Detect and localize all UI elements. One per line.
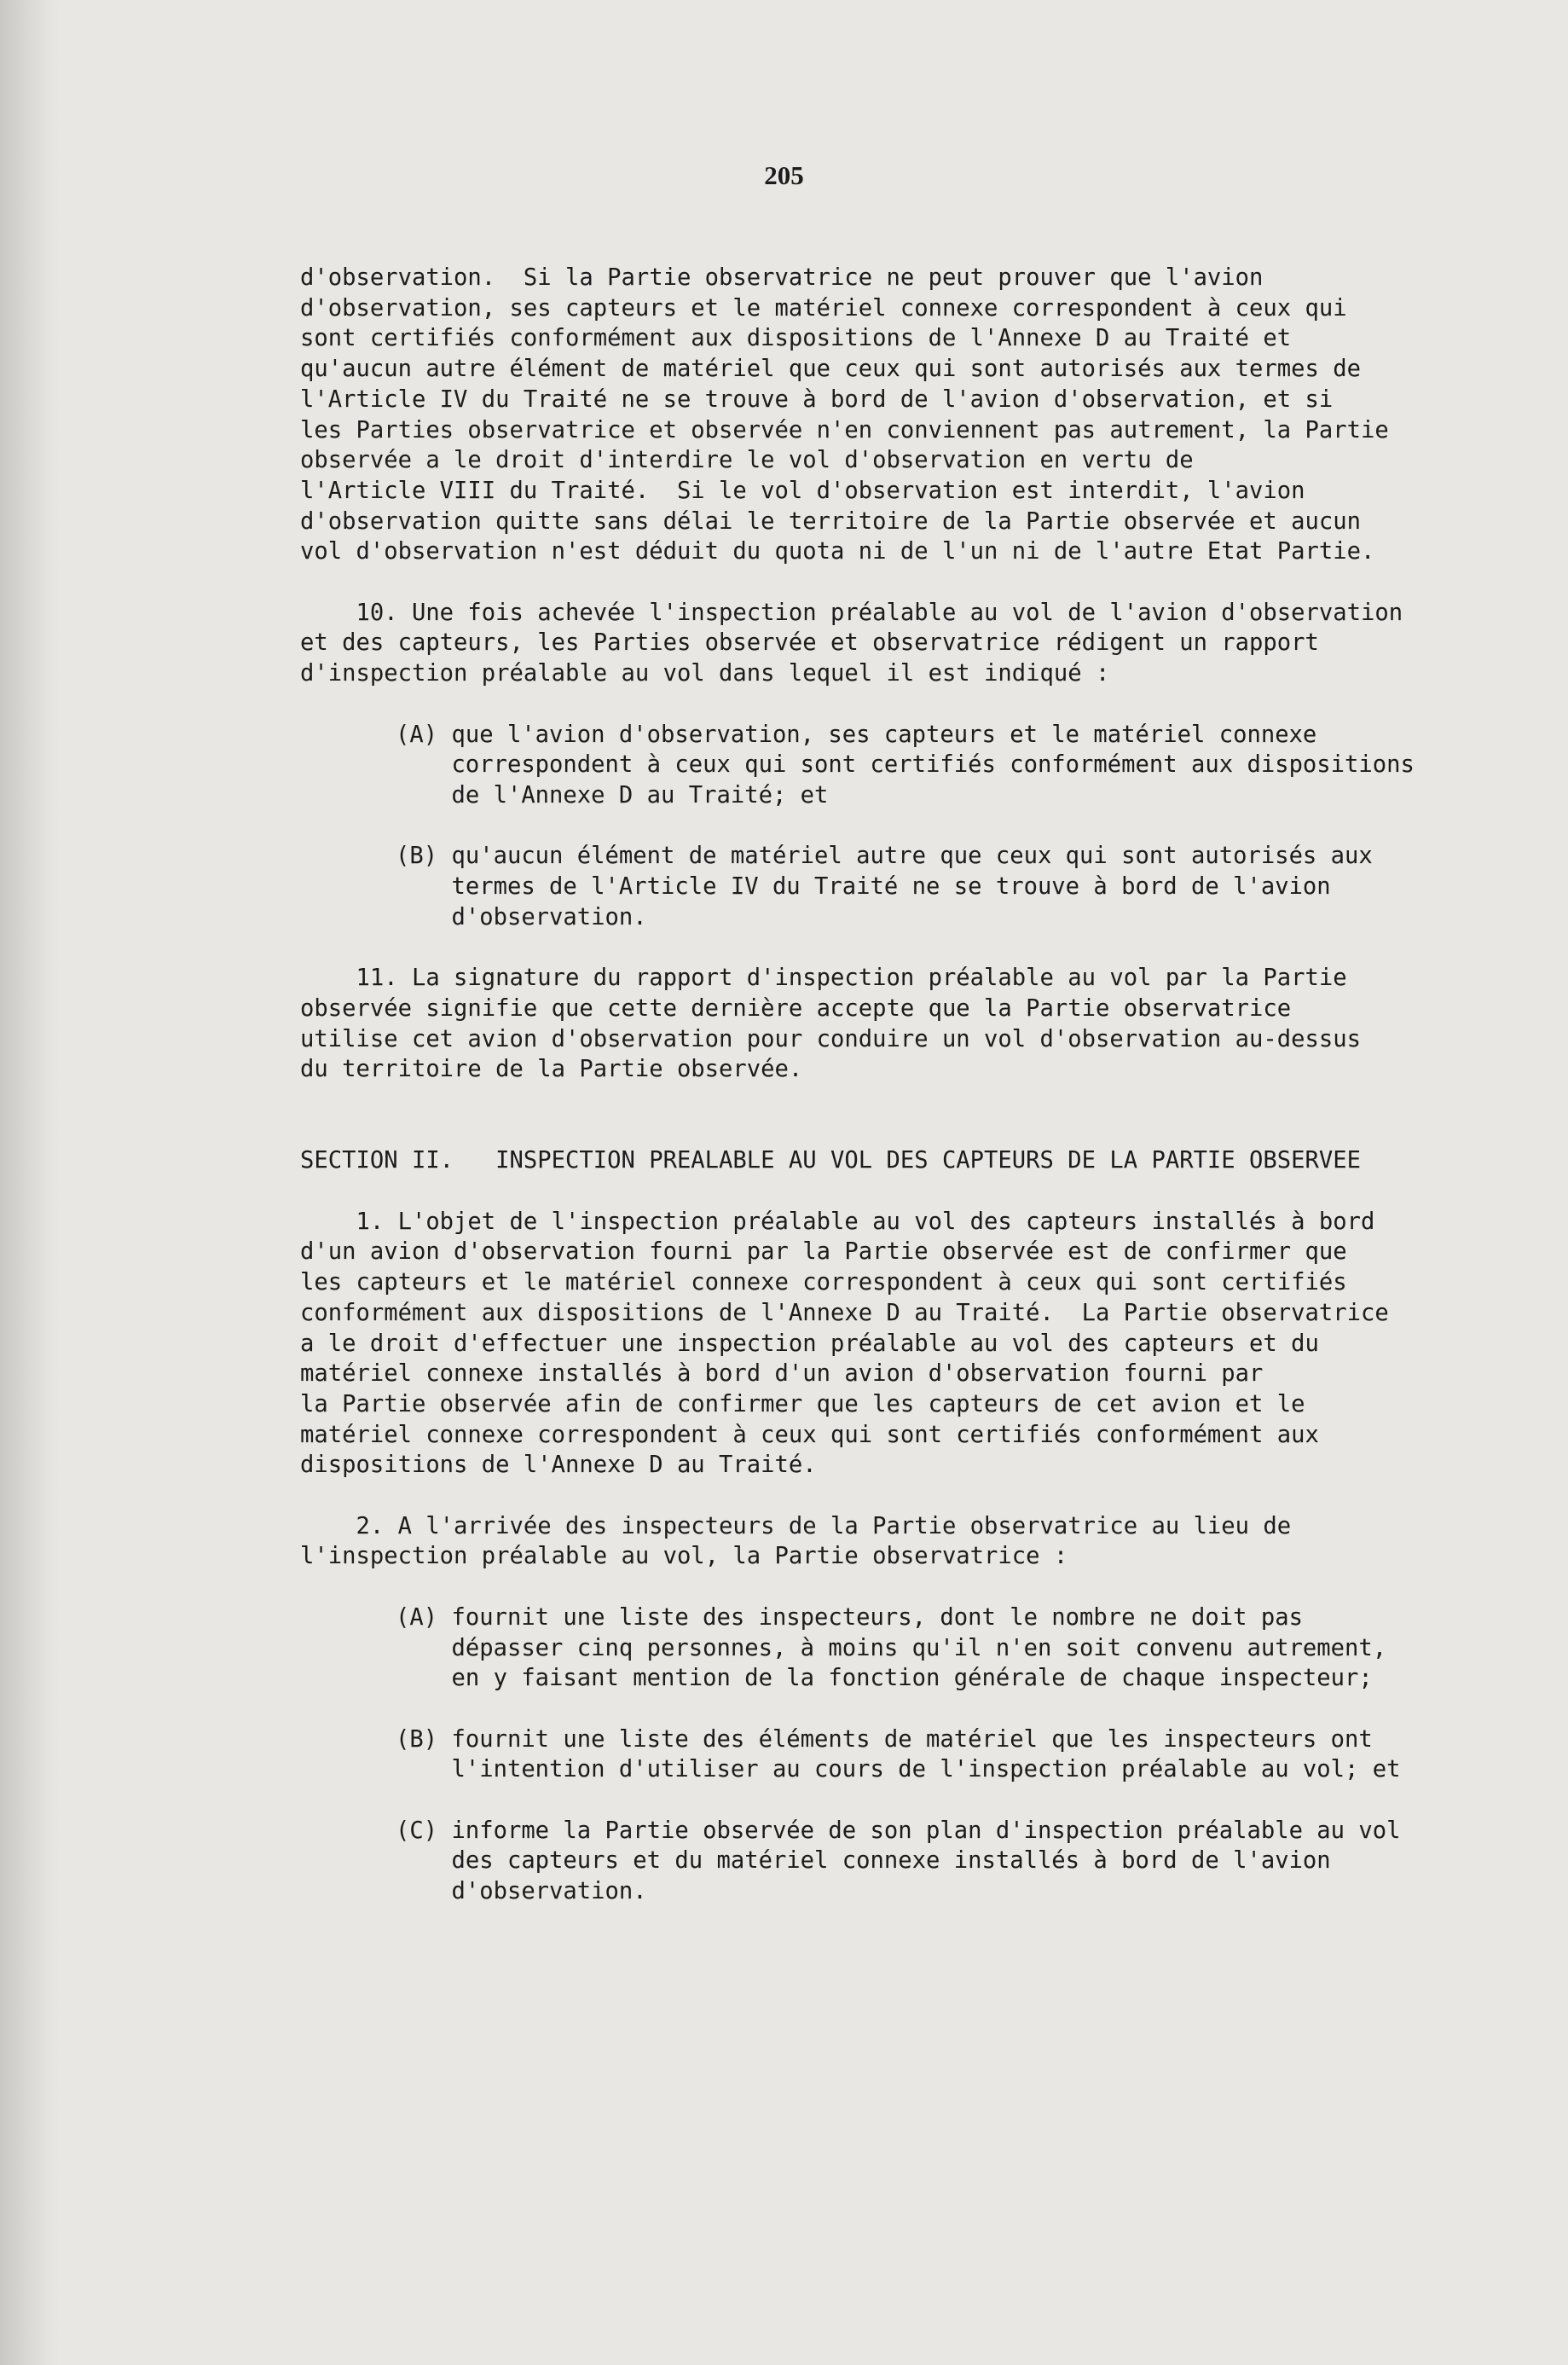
paragraph-section2-1: 1. L'objet de l'inspection préalable au vol des capteurs installés à bord d'un avion d'observation fourni par la Partie observée est de confirmer que les capteurs et le matériel connexe correspondent à ceux qui sont certifiés conformément aux dispositions de l'Annexe D au Traité. La Partie observatrice a le droit d'effectuer une inspection préalable au vol des capteurs et du matériel connexe installés à bord d'un avion d'observation fourni par la Partie observée afin de confirmer que les capteurs de cet avion et le matériel connexe correspondent à ceux qui sont certifiés conformément aux dispositions de l'Annexe D au Traité.: [300, 1208, 1389, 1479]
paragraph-intro: d'observation. Si la Partie observatrice ne peut prouver que l'avion d'observation, ses capteurs et le matériel connexe correspondent à ceux qui sont certifiés conformément aux dispositions de l'Annexe D au Traité et qu'aucun autre élément de matériel que ceux qui sont autorisés aux termes de l'Article IV du Traité ne se trouve à bord de l'avion d'observation, et si les Parties observatrice et observée n'en conviennent pas autrement, la Partie observée a le droit d'interdire le vol d'observation en vertu de l'Article VIII du Traité. Si le vol d'observation est interdit, l'avion d'observation quitte sans délai le territoire de la Partie observée et aucun vol d'observation n'est déduit du quota ni de l'un ni de l'autre Etat Partie.: [300, 264, 1389, 565]
document-body: [300, 263, 1511, 1907]
list-item-2c: (C) informe la Partie observée de son plan d'inspection préalable au vol des capteurs et du matériel connexe installés à bord de l'avion d'observation.: [396, 1817, 1401, 1905]
list-item-10b: (B) qu'aucun élément de matériel autre que ceux qui sont autorisés aux termes de l'Article IV du Traité ne se trouve à bord de l'avion d'observation.: [396, 843, 1373, 930]
section-heading: SECTION II. INSPECTION PREALABLE AU VOL DES CAPTEURS DE LA PARTIE OBSERVEE: [300, 1147, 1361, 1174]
list-item-2b: (B) fournit une liste des éléments de matériel que les inspecteurs ont l'intention d'utiliser au cours de l'inspection préalable au vol; et: [396, 1725, 1401, 1783]
paragraph-10: 10. Une fois achevée l'inspection préalable au vol de l'avion d'observation et des capteurs, les Parties observée et observatrice rédigent un rapport d'inspection préalable au vol dans lequel il est indiqué :: [300, 599, 1403, 687]
page-number: 205: [764, 160, 804, 190]
page-edge-shadow: [0, 0, 60, 2365]
paragraph-section2-2: 2. A l'arrivée des inspecteurs de la Partie observatrice au lieu de l'inspection préalable au vol, la Partie observatrice :: [300, 1512, 1292, 1570]
paragraph-11: 11. La signature du rapport d'inspection préalable au vol par la Partie observée signifie que cette dernière accepte que la Partie observatrice utilise cet avion d'observation pour conduire un vol d'observation au-dessus du territoire de la Partie observée.: [300, 965, 1361, 1083]
list-item-10a: (A) que l'avion d'observation, ses capteurs et le matériel connexe correspondent à ceux qui sont certifiés conformément aux dispositions de l'Annexe D au Traité; et: [396, 721, 1415, 809]
list-item-2a: (A) fournit une liste des inspecteurs, dont le nombre ne doit pas dépasser cinq personnes, à moins qu'il n'en soit convenu autrement, en y faisant mention de la fonction générale de chaque inspecteur;: [396, 1603, 1387, 1692]
